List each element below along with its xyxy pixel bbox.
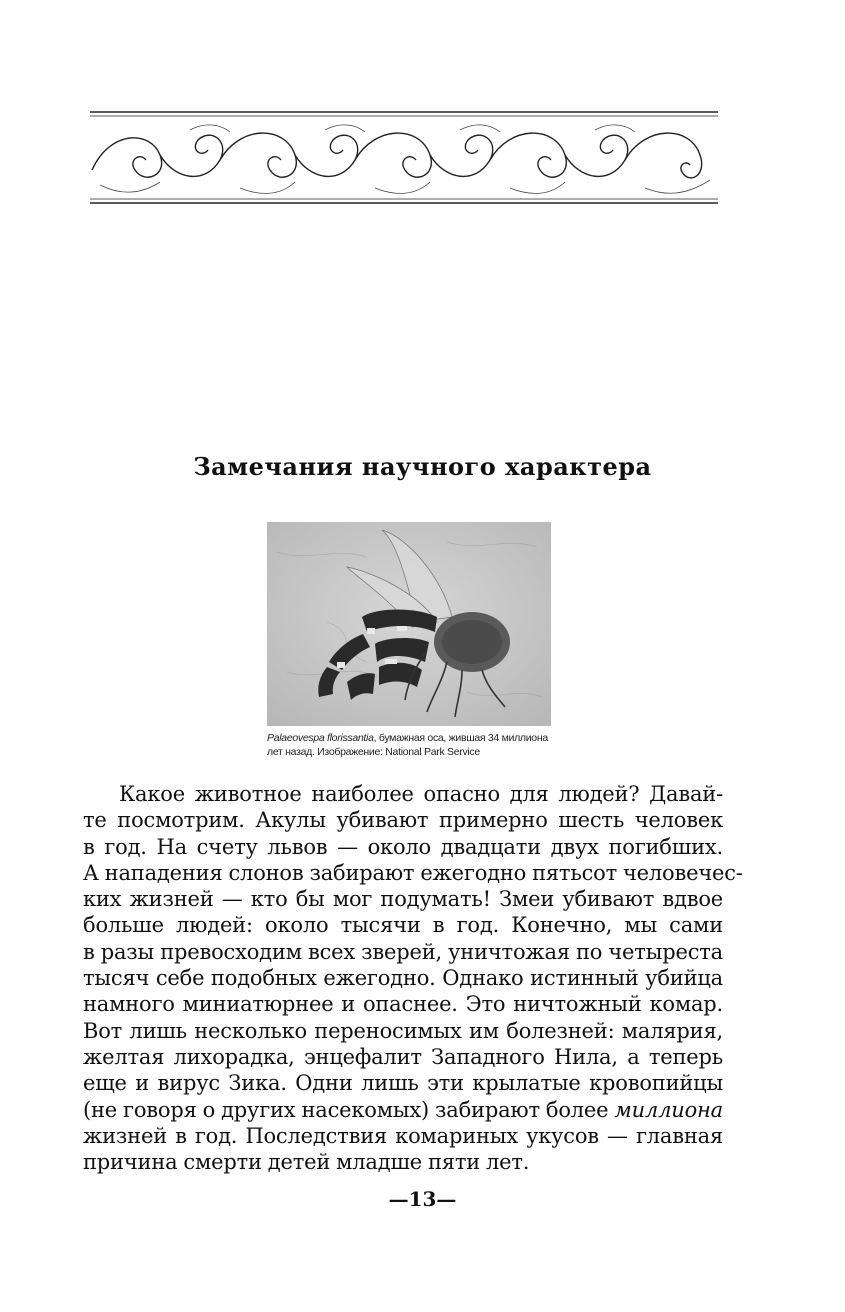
body-line: ких жизней — кто бы мог подумать! Змеи убивают вдвое (83, 887, 723, 912)
caption-line1: , бумажная оса, жившая 34 миллиона (373, 732, 548, 744)
body-line: намного миниатюрнее и опаснее. Это ничтожный комар. (83, 992, 723, 1017)
body-line: А нападения слонов забирают ежегодно пятьсот человечес- (83, 860, 743, 885)
body-line: жизней в год. Последствия комариных укусов — главная (83, 1123, 723, 1148)
body-line-13-text: (не говоря о других насекомых) забирают более (83, 1097, 615, 1122)
body-line: Какое животное наиболее опасно для людей? Давай- (119, 782, 723, 806)
body-line: в год. На счету львов — около двадцати двух погибших. (83, 834, 723, 859)
body-line-13 (83, 1097, 723, 1123)
body-line: в разы превосходим всех зверей, уничтожая по четыреста (83, 939, 723, 964)
page-number: —13— (388, 1187, 457, 1211)
body-line: причина смерти детей младше пяти лет. (83, 1150, 530, 1175)
caption-species: Palaeovespa florissantia (267, 732, 374, 744)
body-line: желтая лихорадка, энцефалит Западного Нила, а теперь (83, 1044, 723, 1069)
body-paragraph (83, 781, 743, 1175)
body-line: еще и вирус Зика. Одни лишь эти крылатые кровопийцы (83, 1071, 723, 1096)
body-line: Вот лишь несколько переносимых им болезней: малярия, (83, 1018, 723, 1043)
body-line: больше людей: около тысячи в год. Конечно, мы сами (83, 913, 723, 938)
body-line-13-italic: миллиона (614, 1097, 723, 1122)
caption-line2: лет назад. Изображение: National Park Service (267, 746, 480, 758)
body-line: те посмотрим. Акулы убивают примерно шесть человек (83, 808, 723, 833)
figure (267, 522, 551, 759)
ornamental-border (90, 110, 718, 206)
section-heading: Замечания научного характера (193, 452, 652, 481)
figure-caption (267, 731, 567, 759)
scroll-pattern (92, 133, 702, 178)
body-line: тысяч себе подобных ежегодно. Однако истинный убийца (83, 966, 723, 991)
fossil-wasp-image (267, 522, 551, 726)
